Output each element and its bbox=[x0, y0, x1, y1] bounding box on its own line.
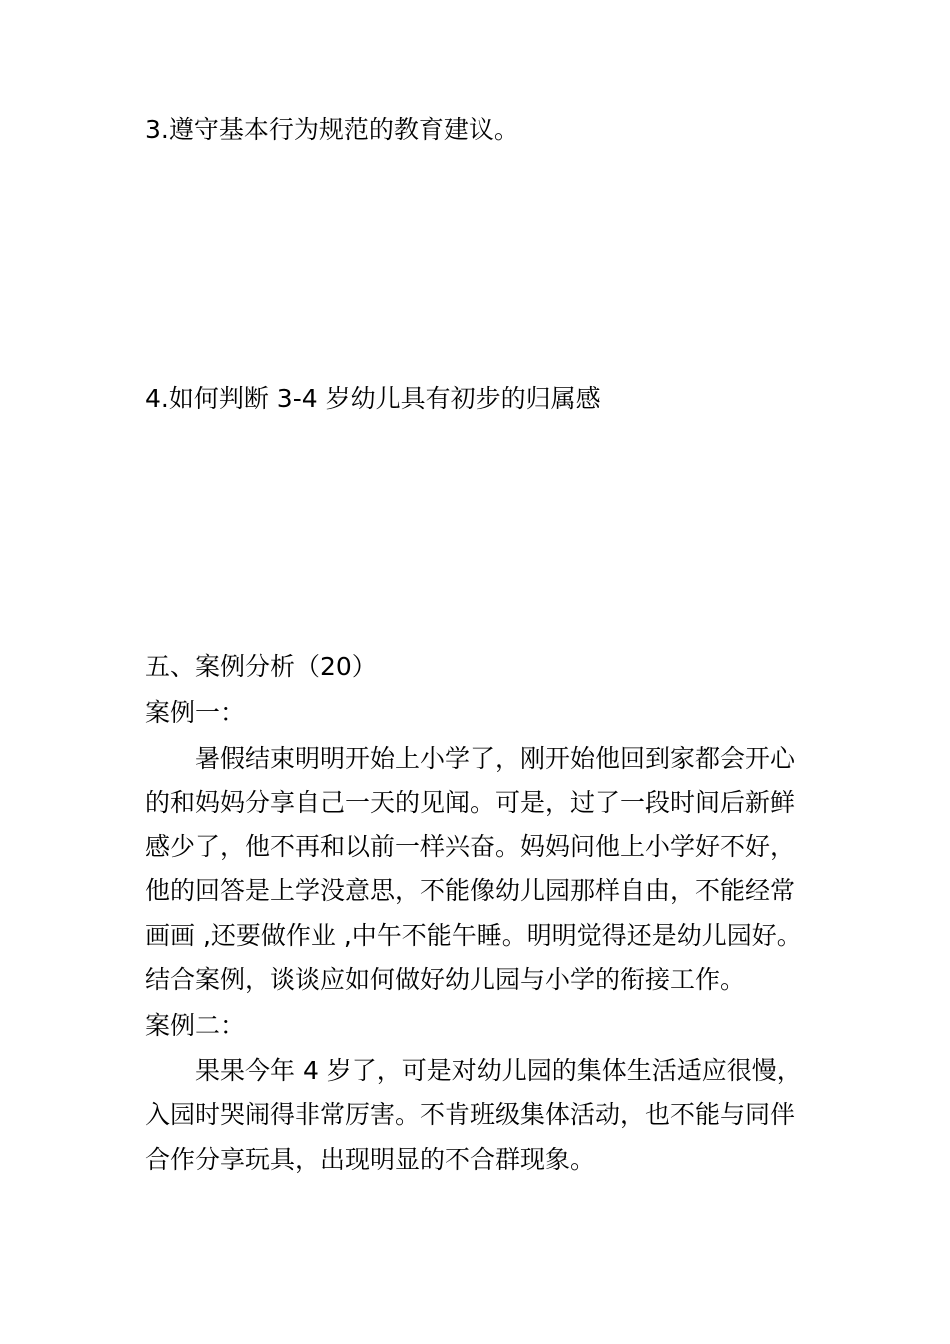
case-one-line: 他的回答是上学没意思，不能像幼儿园那样自由，不能经常 bbox=[145, 876, 796, 905]
case-one-line: 画画 ,还要做作业 ,中午不能午睡。明明觉得还是幼儿园好。 bbox=[145, 921, 802, 950]
case-two-heading: 案例二： bbox=[145, 1011, 246, 1040]
question-4: 4.如何判断 3-4 岁幼儿具有初步的归属感 bbox=[145, 384, 601, 413]
case-one-line: 暑假结束明明开始上小学了，刚开始他回到家都会开心 bbox=[195, 744, 796, 773]
section-title: 五、案例分析（20） bbox=[145, 652, 377, 681]
case-one-line: 的和妈妈分享自己一天的见闻。可是，过了一段时间后新鲜 bbox=[145, 788, 796, 817]
case-one-heading: 案例一： bbox=[145, 698, 246, 727]
case-two-line: 入园时哭闹得非常厉害。不肯班级集体活动，也不能与同伴 bbox=[145, 1100, 796, 1129]
question-3: 3.遵守基本行为规范的教育建议。 bbox=[145, 115, 519, 144]
case-one-line: 感少了，他不再和以前一样兴奋。妈妈问他上小学好不好， bbox=[145, 832, 796, 861]
case-two-line: 合作分享玩具，出现明显的不合群现象。 bbox=[145, 1145, 596, 1174]
case-two-line: 果果今年 4 岁了，可是对幼儿园的集体生活适应很慢， bbox=[195, 1056, 802, 1085]
case-one-line: 结合案例，谈谈应如何做好幼儿园与小学的衔接工作。 bbox=[145, 965, 746, 994]
